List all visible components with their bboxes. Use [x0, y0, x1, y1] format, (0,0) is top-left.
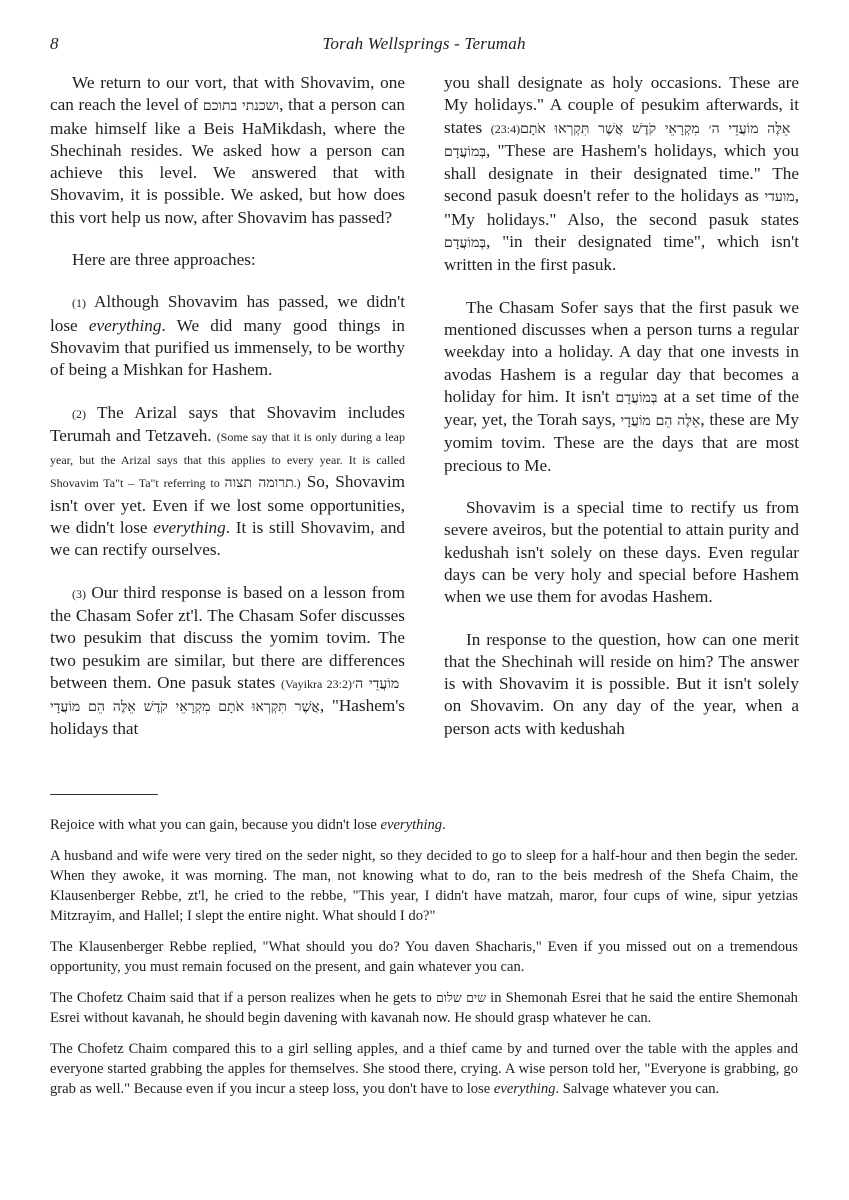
footnote-5: The Chofetz Chaim compared this to a girl selling apples, and a thief came by and turned over the table with the apples and everyone started grabbing the apples for themselves. She stood there, crying. A wise person told her, "Everyone is grabbing, go grab as well." Because even if you incur a steep loss, you don't have to lose everything. Salvage whatever you can. — [50, 1041, 798, 1097]
hebrew-verse: מוֹעֲדֵי ה׳ אֲשֶׁר תִּקְרְאוּ אֹתָם מִקְרָאֵי קֹדֶשׁ אֵלֶּה הֵם מוֹעֲדָי — [50, 675, 405, 716]
paragraph-continuation: you shall designate as holy occasions. These are My holidays." A couple of pesukim afterwards, it states (23:4) אֵלֶּה מוֹעֲדֵי ה׳ מִקְרָאֵי קֹדֶשׁ אֲשֶׁר תִּקְרְאוּ אֹתָם בְּמוֹעֲדָם, "These are Hashem's holidays, which you shall designate in their designated time." The second pasuk doesn't refer to the holidays as מועדי, "My holidays." Also, the second pasuk states בְּמוֹעֲדָם, "in their designated time", which isn't written in the first pasuk. — [444, 73, 800, 275]
running-title: Torah Wellsprings - Terumah — [322, 34, 526, 53]
paragraph-vort-intro: We return to our vort, that with Shovavim, one can reach the level of ושכנתי בתוכם, that a person can make himself like a Beis HaMikdash, where the Shechinah resides. We asked how a person can achieve this level. We answered that with Shovavim, it is possible. We asked, but how does this vort help us now, after Shovavim has passed? — [50, 73, 405, 227]
hebrew-verse: אֵלֶּה מוֹעֲדֵי ה׳ מִקְרָאֵי קֹדֶשׁ אֲשֶׁר תִּקְרְאוּ אֹתָם בְּמוֹעֲדָם — [444, 120, 800, 160]
page-header — [50, 34, 798, 58]
paragraph-approach-2: (2) The Arizal says that Shovavim includes Terumah and Tetzaveh. (Some say that it is only during a leap year, but the Arizal says that this applies to every year. It is called Shovavim Ta"t – Ta"t referring to תרומה תצוה.) So, Shovavim isn't over yet. Even if we lost some opportunities, we didn't lose everything. It is still Shovavim, and we can rectify ourselves. — [50, 402, 406, 560]
hebrew-phrase: שים שלום — [435, 990, 487, 1005]
page-number: 8 — [50, 34, 59, 53]
footnote-2: A husband and wife were very tired on the seder night, so they decided to go to sleep for a half-hour and then begin the seder. When they awoke, it was morning. The man, not knowing what to do, ran to the beis medresh of the Shefa Chaim, the Klausenberger Rebbe, zt'l, he cried to the rebbe, "This year, I didn't have matzah, maror, four cups of wine, sipur yetzias Mitzrayim, and Hallel; I slept the entire night. What should I do?" — [50, 848, 798, 924]
paragraph-response: In response to the question, how can one merit that the Shechinah will reside on him? The answer is with Shovavim it is possible. But it isn't solely on Shovavim. On any day of the year, when a person acts with kedushah — [444, 629, 799, 738]
paragraph-shovavim-special: Shovavim is a special time to rectify us from severe aveiros, but the potential to attain purity and kedushah isn't solely on these days. Even regular days can be very holy and special before Hashem when we use them for avodas Hashem. — [444, 498, 799, 607]
footnotes — [50, 815, 798, 1110]
hebrew-phrase: ושכנתי בתוכם — [202, 98, 280, 115]
list-number: (2) — [72, 406, 86, 421]
paragraph-three-approaches: Here are three approaches: — [72, 250, 256, 270]
hebrew-word: בְּמוֹעֲדָם — [615, 389, 658, 406]
hebrew-word: בְּמוֹעֲדָם — [444, 235, 487, 252]
paragraph-chasam-sofer: The Chasam Sofer says that the first pasuk we mentioned discusses when a person turns a regular weekday into a holiday. A day that one invests in avodas Hashem is a regular day that becomes a holiday for him. It isn't בְּמוֹעֲדָם at a set time of the year, yet, the Torah says, אֵלֶּה הֵם מוֹעֲדָי, these are My yomim tovim. These are the days that are most precious to Me. — [444, 297, 799, 475]
inline-note: (Some say that it is only during a leap year, but the Arizal says that this applies to every year. It is called Shovavim Ta"t – Ta"t referring to תרומה תצוה.) — [50, 429, 405, 492]
hebrew-word: מועדי — [764, 189, 795, 206]
hebrew-phrase: אֵלֶּה הֵם מוֹעֲדָי — [620, 413, 701, 430]
list-number: (1) — [72, 296, 86, 311]
footnote-divider — [50, 794, 158, 795]
left-column — [50, 72, 405, 761]
source-reference: (Vayikra 23:2) — [280, 676, 352, 691]
footnote-4: The Chofetz Chaim said that if a person realizes when he gets to שים שלום in Shemonah Esrei that he said the entire Shemonah Esrei without kavanah, he should begin davening with kavanah now. He should grasp whatever he can. — [50, 990, 798, 1026]
right-column — [444, 72, 799, 760]
paragraph-approach-1: (1) Although Shovavim has passed, we didn't lose everything. We did many good things in Shovavim that purified us immensely, to be worthy of being a Mishkan for Hashem. — [50, 292, 406, 380]
footnote-1: Rejoice with what you can gain, because you didn't lose everything. — [50, 817, 446, 833]
list-number: (3) — [72, 586, 86, 601]
footnote-3: The Klausenberger Rebbe replied, "What should you do? You daven Shacharis," Even if you missed out on a tremendous opportunity, you must remain focused on the present, and gain whatever you can. — [50, 939, 798, 975]
source-reference: (23:4) — [490, 121, 521, 136]
paragraph-approach-3: (3) Our third response is based on a lesson from the Chasam Sofer zt'l. The Chasam Sofer discusses two pesukim that discuss the yomim tovim. The two pesukim are similar, but there are differences between them. One pasuk states (Vayikra 23:2) מוֹעֲדֵי ה׳ אֲשֶׁר תִּקְרְאוּ אֹתָם מִקְרָאֵי קֹדֶשׁ אֵלֶּה הֵם מוֹעֲדָי, "Hashem's holidays that — [50, 582, 405, 739]
